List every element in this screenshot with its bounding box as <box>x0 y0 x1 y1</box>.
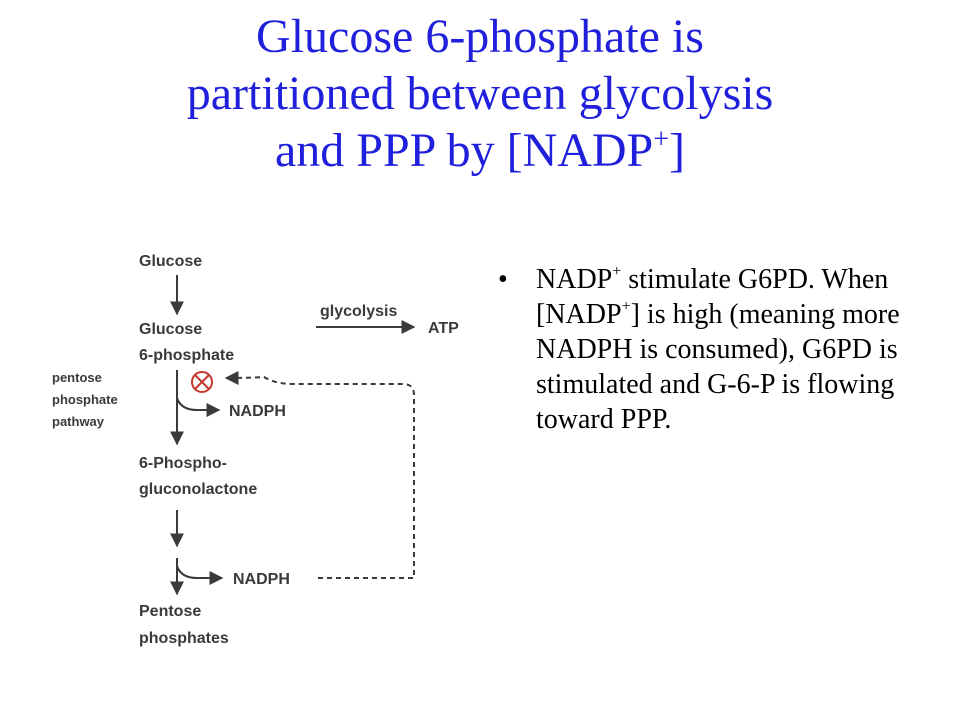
arrow-branch-nadph-1 <box>177 398 219 410</box>
title-line-3-prefix: and PPP by [NADP <box>274 124 654 177</box>
ppp-label-line-2: phosphate <box>52 392 118 407</box>
atp-label: ATP <box>428 320 459 337</box>
inhibition-circle-x-icon <box>192 372 212 392</box>
nadph-label-2: NADPH <box>233 571 290 588</box>
slide-title <box>0 8 960 179</box>
glucose-6-phosphate-label-line-1: Glucose <box>139 321 203 338</box>
glucose-6-phosphate-label-line-2: 6-phosphate <box>139 347 235 364</box>
glucose-label: Glucose <box>139 253 203 270</box>
bullet-list <box>498 262 938 437</box>
title-line-3 <box>0 122 960 179</box>
phosphogluconolactone-label-line-1: 6-Phospho- <box>139 455 227 472</box>
title-line-2: partitioned between glycolysis <box>186 67 774 120</box>
title-line-1: Glucose 6-phosphate is <box>256 10 704 63</box>
ppp-label-line-1: pentose <box>52 370 102 385</box>
arrow-branch-nadph-2 <box>177 566 222 578</box>
bullet-plus-superscript-1: + <box>612 263 622 280</box>
pentose-phosphates-label-line-1: Pentose <box>139 603 202 620</box>
bullet-text-part-2: stimulate G6PD. When [NADP <box>536 264 889 330</box>
title-plus-superscript: + <box>653 124 670 155</box>
bullet-marker: • <box>498 264 508 295</box>
bullet-text-part-3: ] is high (meaning more NADPH is consumed), G6PD is stimulated and G-6-P is flowing toward PPP. <box>536 299 900 435</box>
bullet-item <box>498 262 938 437</box>
pathway-diagram <box>0 230 490 670</box>
bullet-text <box>536 262 938 437</box>
bullet-text-part-1: NADP <box>536 264 613 295</box>
glycolysis-label: glycolysis <box>320 303 398 320</box>
nadph-label-1: NADPH <box>229 403 286 420</box>
ppp-label-line-3: pathway <box>52 414 105 429</box>
bullet-plus-superscript-2: + <box>621 298 631 315</box>
phosphogluconolactone-label-line-2: gluconolactone <box>139 481 258 498</box>
pentose-phosphates-label-line-2: phosphates <box>139 630 229 647</box>
title-line-3-suffix: ] <box>669 124 686 177</box>
